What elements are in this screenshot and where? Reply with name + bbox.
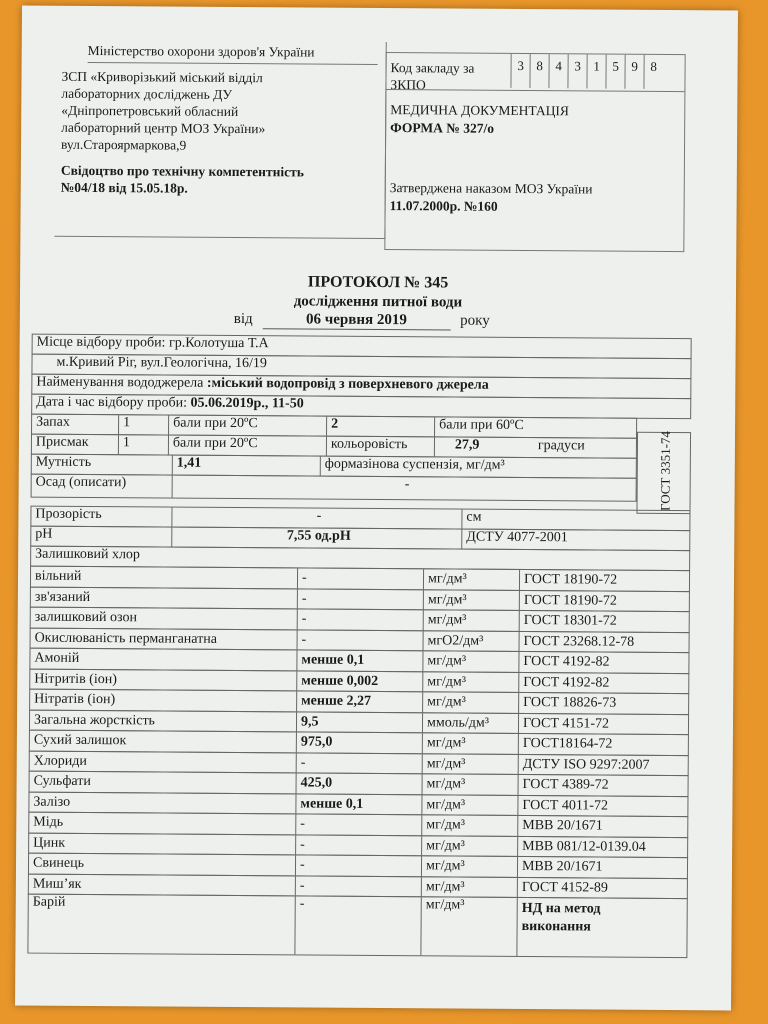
row-value: - [297,568,423,588]
row-name: Цинк [33,835,66,851]
row-unit: мг/дм³ [422,651,518,671]
smell60-value: 2 [326,417,434,437]
color-value: 27,9 [434,437,534,457]
code-digit: 4 [548,54,567,88]
row-name: Сухий залишок [33,732,127,749]
document-page [15,6,738,1011]
date-value: 06 червня 2019 [262,311,450,330]
sediment-value: - [172,476,638,501]
gost-vertical-cell [636,432,691,514]
row-value: менше 0,1 [295,794,421,814]
lab-line: «Дніпропетровський обласний [61,102,239,120]
code-digit: 9 [624,55,643,89]
code-digit: 8 [529,54,548,88]
row-standard: МВВ 081/12-0139.04 [517,836,689,857]
row-name: Нітратів (іон) [34,691,116,708]
row-name: Барій [32,894,66,910]
color-label: кольоровість [326,437,434,457]
row-value: 975,0 [296,732,422,752]
standard-line: НД на метод [521,901,601,917]
row-standard: ГОСТ 4152-89 [517,877,689,898]
ph-value: 7,55 од.рН [171,528,461,549]
row-value: менше 0,1 [296,650,422,670]
smell-unit: бали при 20ºС [168,416,326,436]
row-standard: ГОСТ18164-72 [518,734,690,755]
transparency-unit: см [461,510,691,531]
lab-address [61,68,372,155]
row-value: - [295,855,421,875]
standard-line: виконання [521,919,591,935]
row-standard: ГОСТ 23268.12-78 [519,631,691,652]
protocol-subtitle: дослідження питної води [293,293,463,311]
date-label: Дата і час відбору проби: [36,394,191,411]
row-name: Нітритів (іон) [34,671,117,687]
source-label: Найменування вододжерела [36,374,207,391]
row-unit: ммоль/дм³ [422,713,518,733]
row-standard: ДСТУ ISO 9297:2007 [518,754,690,775]
row-value: - [294,896,420,955]
row-name: Амоній [34,650,80,666]
row-name: зв'язаний [34,589,91,605]
from-label: від [233,310,253,328]
smell-value: 1 [118,415,168,434]
row-value: менше 2,27 [296,691,422,711]
row-unit: мг/дм³ [422,672,518,692]
row-unit: мг/дм³ [423,610,519,630]
lab-line: лабораторний центр МОЗ України» [61,119,266,137]
code-digit: 1 [586,54,605,88]
lab-line: ЗСП «Криворізький міський відділ [61,68,263,86]
turbidity-unit: формазінова суспензія, мг/дм³ [320,457,638,478]
color-unit: градуси [537,438,585,454]
address: м.Кривий Ріг, вул.Геологічна, 16/19 [56,354,268,372]
institution-block [54,40,386,239]
code-digit: 5 [605,55,624,89]
row-standard: ГОСТ 4389-72 [518,775,690,796]
row-unit: мгО2/дм³ [423,631,519,651]
form-block [384,52,685,252]
lab-line: вул.Староярмаркова,9 [60,136,187,153]
row-name: Сульфати [33,773,91,790]
row-standard: ГОСТ 18826-73 [518,693,690,714]
row-value: - [295,814,421,834]
transparency-value: - [171,508,461,529]
place-label: Місце відбору проби: гр.Колотуша Т.А [36,334,269,352]
row-name: Хлориди [33,753,88,769]
row-name: вільний [34,568,82,584]
smell60-unit: бали при 60ºС [434,417,638,437]
row-unit: мг/дм³ [421,856,517,876]
row-unit: мг/дм³ [423,569,519,589]
row-name: Мідь [33,814,64,830]
form-number: ФОРМА № 327/о [390,120,495,136]
row-name: Залізо [33,794,71,810]
protocol-date [234,311,490,331]
code-digit: 3 [510,54,529,88]
row-standard: МВВ 20/1671 [517,816,689,837]
row-standard: ГОСТ 4151-72 [518,713,690,734]
med-doc: МЕДИЧНА ДОКУМЕНТАЦІЯ [390,102,570,119]
row-name: залишковий озон [34,609,138,626]
row-standard [516,898,688,957]
row-value: - [295,835,421,855]
row-standard: ГОСТ 4011-72 [517,795,689,816]
row-name: Миш’як [32,876,82,892]
row-value: - [295,876,421,896]
table-row [27,894,687,959]
cert-line: Свідоцтво про технічну компетентність [60,162,304,180]
row-standard: ГОСТ 4192-82 [518,672,690,693]
year-label: року [460,312,490,329]
results-table [32,334,692,935]
row-unit: мг/дм³ [421,836,517,856]
row-standard: ГОСТ 4192-82 [518,652,690,673]
code-digit: 8 [643,55,662,89]
ministry-name: Міністерство охорони здоров'я України [88,42,378,65]
row-name: Загальна жорсткість [33,712,156,728]
code-digit: 3 [567,54,586,88]
row-unit: мг/дм³ [420,897,516,956]
table-row [31,474,637,502]
sediment-label: Осад (описати) [35,474,127,491]
gost-vertical: ГОСТ 3351-74 [657,430,674,512]
chlorine-label: Залишковий хлор [35,546,141,563]
approved-text: Затверджена наказом МОЗ України [389,180,593,197]
row-value: - [297,630,423,650]
turbidity-value: 1,41 [172,456,320,476]
row-value: - [297,589,423,609]
protocol-title: ПРОТОКОЛ № 345 [307,273,449,292]
cert-number: №04/18 від 15.05.18р. [60,179,188,196]
row-unit: мг/дм³ [422,692,518,712]
approved-date: 11.07.2000р. №160 [389,198,498,214]
row-standard: МВВ 20/1671 [517,857,689,878]
row-value: 425,0 [296,773,422,793]
code-digits [510,54,662,89]
row-unit: мг/дм³ [421,815,517,835]
row-name: Окислюваність перманганатна [34,630,218,647]
certificate [61,162,381,198]
code-label: Код закладу за ЗКПО [390,60,475,93]
row-value: - [296,753,422,773]
row-unit: мг/дм³ [421,877,517,897]
transparency-label: Прозорість [35,506,102,523]
row-value: - [297,609,423,629]
taste-label: Присмак [35,434,89,450]
turbidity-label: Мутність [35,454,92,470]
date-value: 05.06.2019р., 11-50 [190,395,304,412]
row-name: Свинець [32,855,85,871]
row-unit: мг/дм³ [422,774,518,794]
lab-line: лабораторних досліджень ДУ [61,85,233,102]
row-unit: мг/дм³ [422,733,518,753]
source-value: :міський водопровід з поверхневого джерела [206,375,489,393]
taste-unit: бали при 20ºС [168,436,326,456]
row-unit: мг/дм³ [422,754,518,774]
row-value: менше 0,002 [296,671,422,691]
row-unit: мг/дм³ [423,590,519,610]
taste-value: 1 [118,435,168,454]
ph-standard: ДСТУ 4077-2001 [461,530,691,551]
row-standard: ГОСТ 18301-72 [519,611,691,632]
row-unit: мг/дм³ [421,795,517,815]
smell-label: Запах [36,414,70,430]
row-standard: ГОСТ 18190-72 [519,590,691,611]
row-standard: ГОСТ 18190-72 [519,570,691,591]
ph-label: pH [35,526,53,542]
row-value: 9,5 [296,712,422,732]
